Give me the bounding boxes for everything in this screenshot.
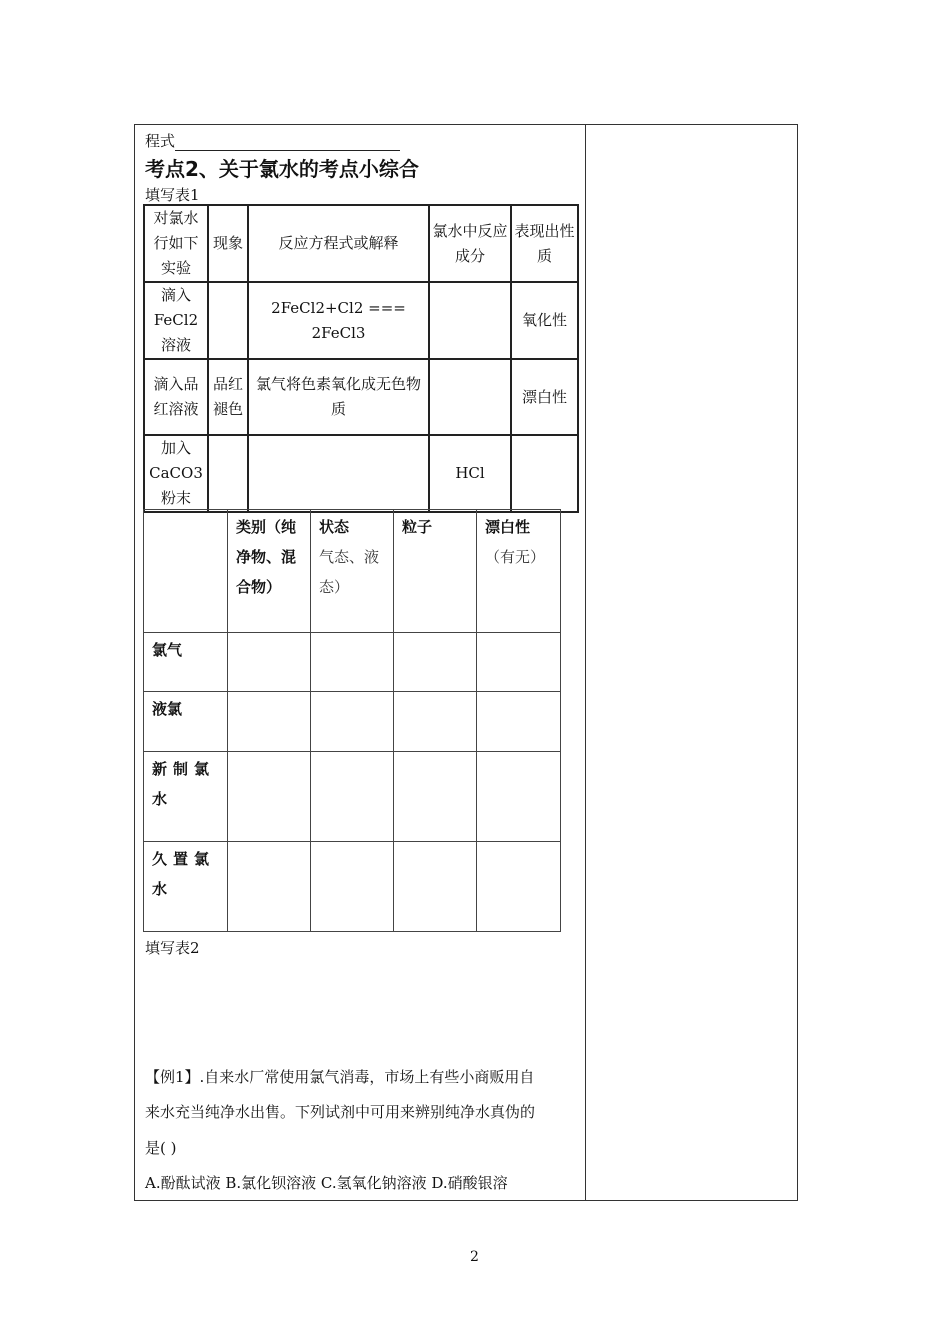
table1-caption: 填写表1 — [145, 186, 200, 204]
answer-cell[interactable] — [394, 842, 477, 932]
cell-equation: 氯气将色素氧化成无色物质 — [248, 359, 429, 435]
answer-cell[interactable] — [477, 842, 561, 932]
header-phenomenon: 现象 — [208, 205, 248, 282]
table-row — [144, 359, 578, 435]
header-equation: 反应方程式或解释 — [248, 205, 429, 282]
answer-cell[interactable] — [477, 752, 561, 842]
header-component: 氯水中反应成分 — [429, 205, 511, 282]
header-property: 表现出性质 — [511, 205, 578, 282]
table-row — [144, 692, 561, 752]
answer-cell[interactable] — [477, 692, 561, 752]
answer-cell[interactable] — [394, 633, 477, 692]
answer-cell[interactable] — [228, 842, 311, 932]
header-bleaching — [477, 510, 561, 633]
header-category: 类别（纯净物、混合物） — [228, 510, 311, 633]
cell-experiment: 滴入FeCl2溶液 — [144, 282, 208, 359]
page-number: 2 — [470, 1249, 479, 1265]
row-label: 久置氯水 — [144, 842, 228, 932]
section-heading: 考点2、关于氯水的考点小综合 — [145, 157, 419, 181]
column-divider — [585, 124, 586, 1201]
example-line-1: 【例1】.自来水厂常使用氯气消毒，市场上有些小商贩用自 — [145, 1068, 535, 1086]
row-label: 液氯 — [144, 692, 228, 752]
cell-component[interactable] — [429, 359, 511, 435]
row-label: 新制氯水 — [144, 752, 228, 842]
cell-property: 漂白性 — [511, 359, 578, 435]
answer-cell[interactable] — [311, 752, 394, 842]
cell-property: 氧化性 — [511, 282, 578, 359]
cell-phenomenon[interactable] — [208, 435, 248, 512]
header-experiment: 对氯水行如下实验 — [144, 205, 208, 282]
example-options: A.酚酞试液 B.氯化钡溶液 C.氢氧化钠溶液 D.硝酸银溶 — [145, 1174, 508, 1192]
table-row — [144, 842, 561, 932]
equation-prompt-text: 程式 — [145, 132, 176, 150]
answer-cell[interactable] — [228, 752, 311, 842]
experiment-table — [143, 204, 579, 513]
table-row — [144, 282, 578, 359]
chlorine-comparison-table — [143, 509, 561, 932]
cell-component[interactable] — [429, 282, 511, 359]
header-state-title: 状态 — [319, 518, 350, 536]
table2-caption: 填写表2 — [145, 939, 200, 957]
table-row — [144, 752, 561, 842]
table-header-row — [144, 510, 561, 633]
answer-blank[interactable] — [175, 135, 400, 151]
cell-equation[interactable] — [248, 435, 429, 512]
cell-component: HCl — [429, 435, 511, 512]
example-line-2: 来水充当纯净水出售。下列试剂中可用来辨别纯净水真伪的 — [145, 1103, 536, 1121]
answer-cell[interactable] — [311, 842, 394, 932]
cell-experiment: 滴入品红溶液 — [144, 359, 208, 435]
answer-cell[interactable] — [311, 692, 394, 752]
table-row — [144, 633, 561, 692]
header-particle: 粒子 — [394, 510, 477, 633]
cell-phenomenon[interactable] — [208, 282, 248, 359]
cell-property[interactable] — [511, 435, 578, 512]
header-state-note: 气态、液态） — [319, 548, 380, 596]
table-row — [144, 435, 578, 512]
cell-experiment: 加入CaCO3粉末 — [144, 435, 208, 512]
answer-cell[interactable] — [394, 692, 477, 752]
table-header-row — [144, 205, 578, 282]
cell-equation: 2FeCl2+Cl2 === 2FeCl3 — [248, 282, 429, 359]
example-line-3: 是( ) — [145, 1139, 177, 1157]
equation-prompt — [145, 130, 400, 151]
row-label: 氯气 — [144, 633, 228, 692]
header-blank — [144, 510, 228, 633]
answer-cell[interactable] — [394, 752, 477, 842]
answer-cell[interactable] — [311, 633, 394, 692]
header-bleaching-title: 漂白性 — [485, 518, 531, 536]
answer-cell[interactable] — [228, 633, 311, 692]
header-state — [311, 510, 394, 633]
cell-phenomenon: 品红褪色 — [208, 359, 248, 435]
answer-cell[interactable] — [477, 633, 561, 692]
answer-cell[interactable] — [228, 692, 311, 752]
header-bleaching-note: （有无） — [485, 548, 546, 566]
